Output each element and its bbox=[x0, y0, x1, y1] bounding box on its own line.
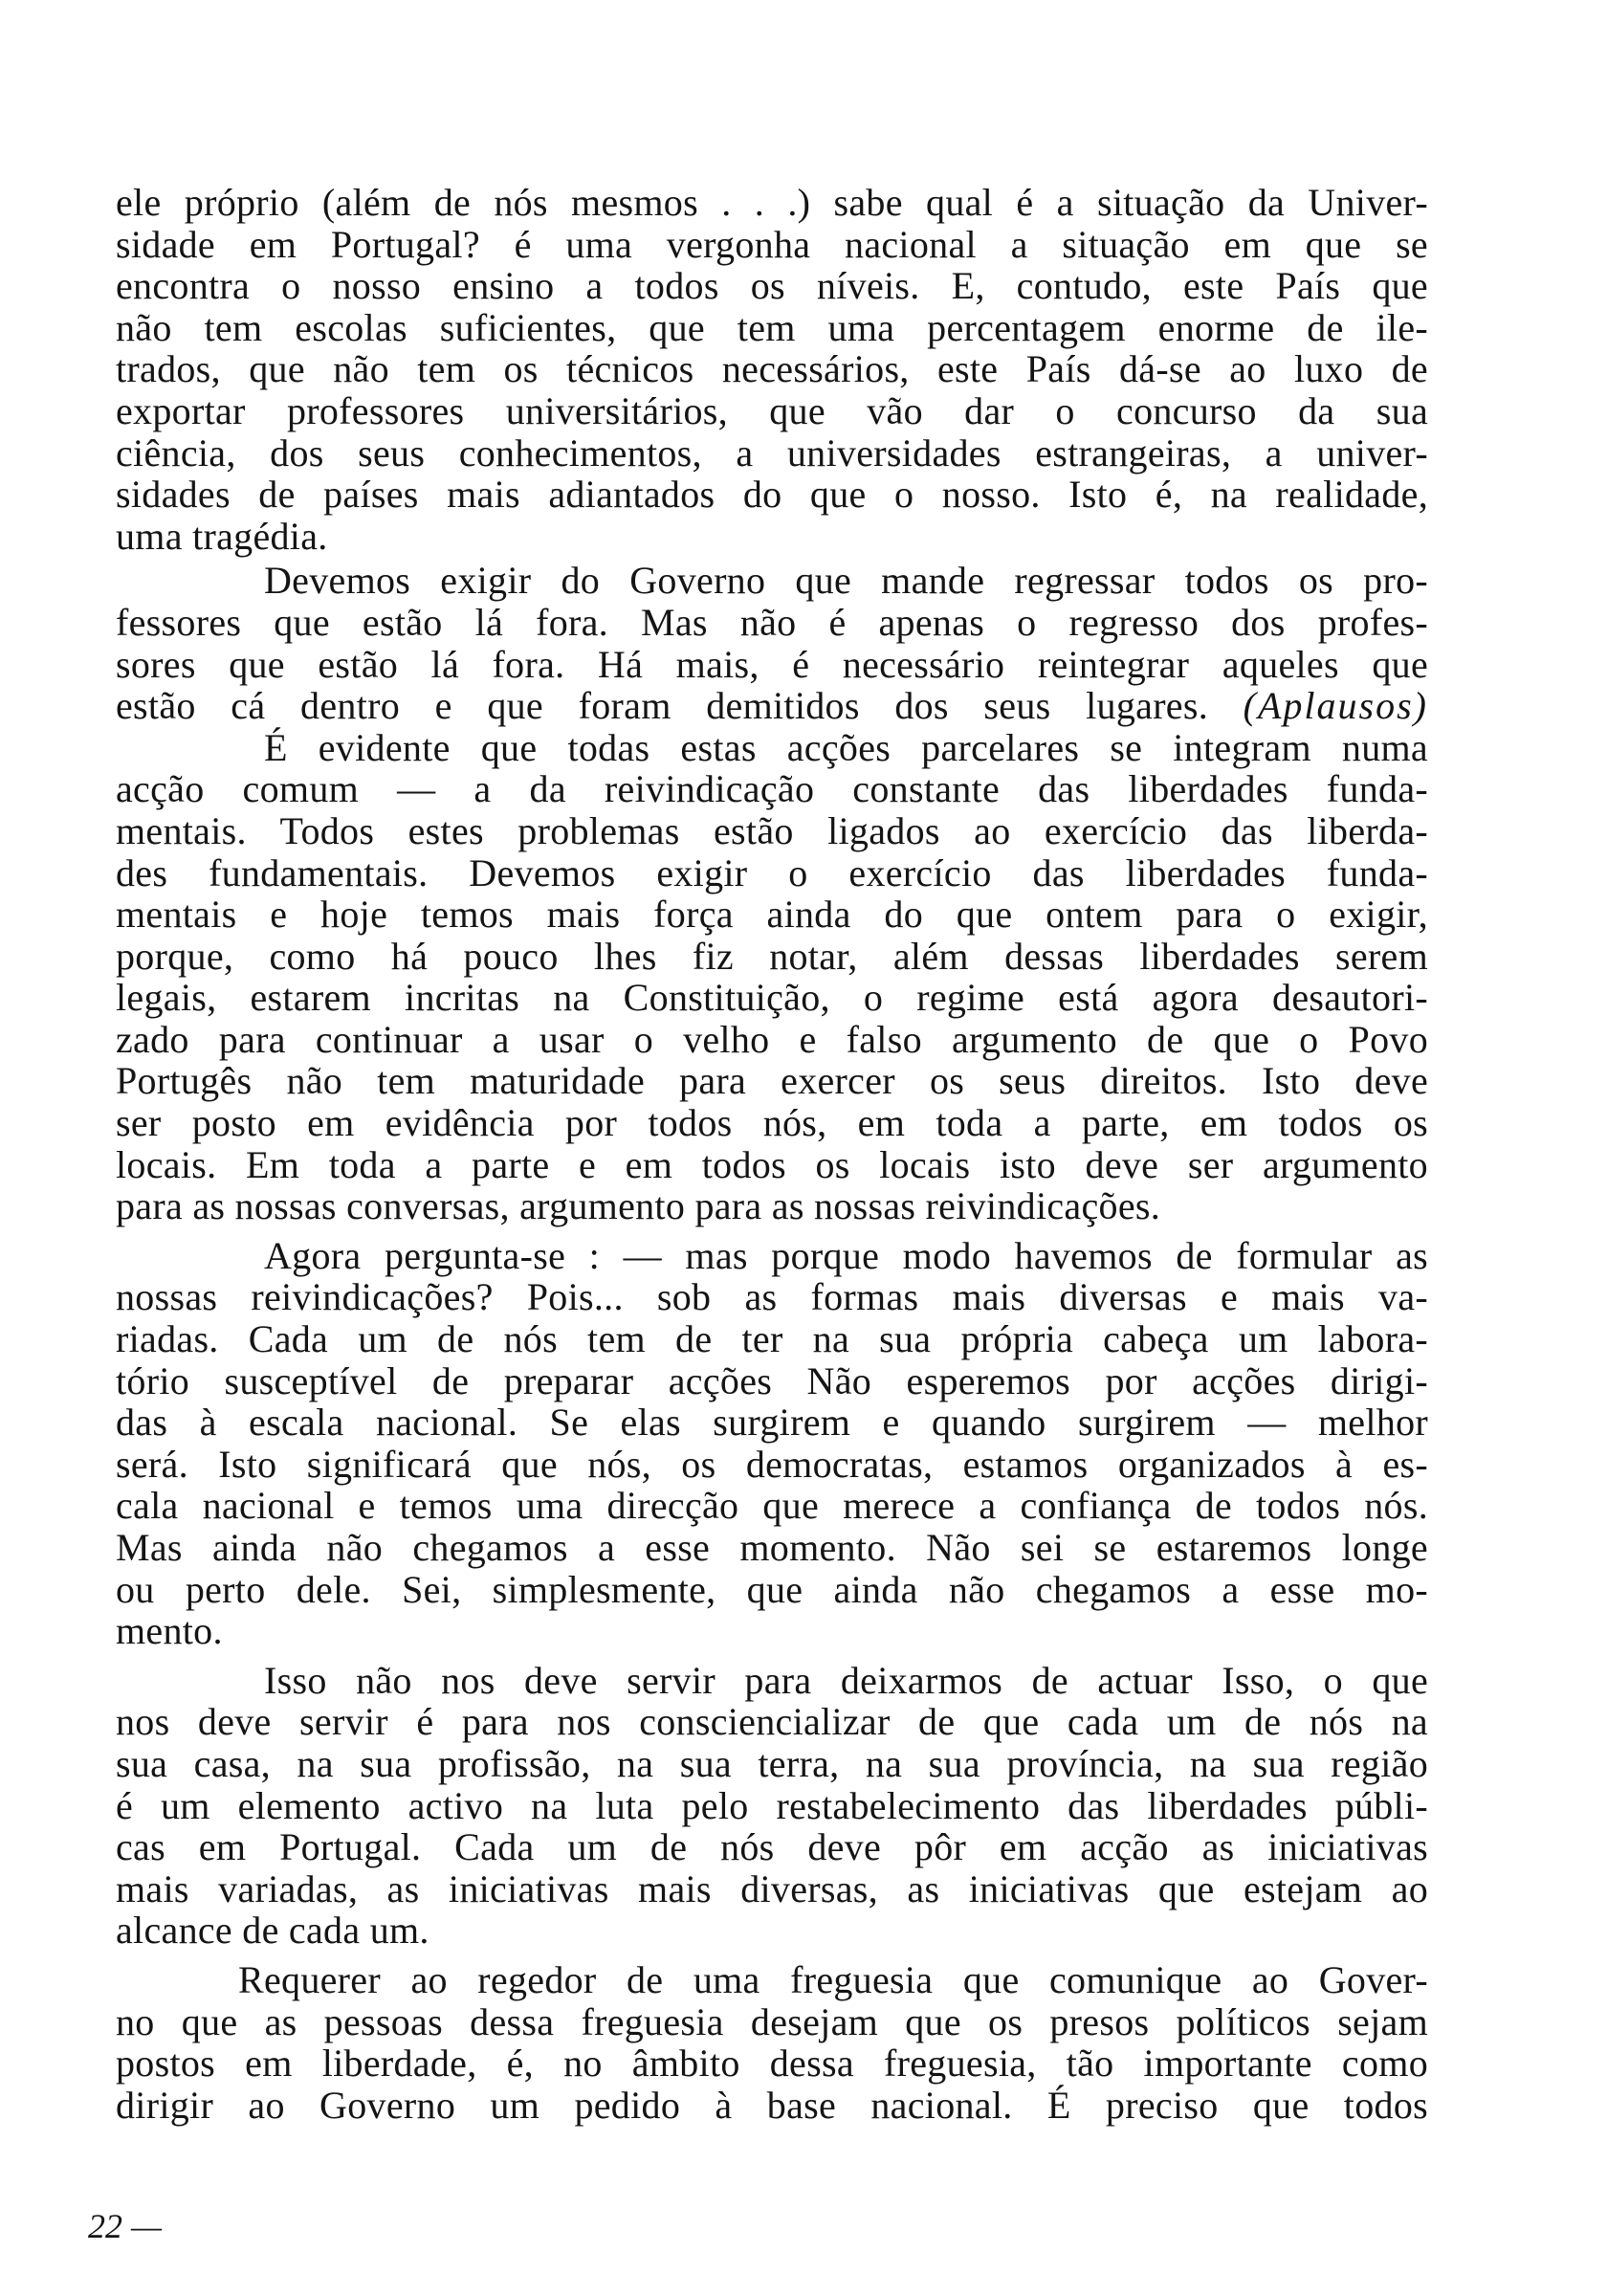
page-body bbox=[116, 182, 1428, 2126]
text-line: dirigir ao Governo um pedido à base nacional. É preciso que todos bbox=[116, 2083, 1428, 2127]
text-line: exportar professores universitários, que vão dar o concurso da sua bbox=[116, 388, 1428, 432]
text-line: uma tragédia. bbox=[116, 514, 328, 558]
paragraph bbox=[116, 1235, 1428, 1652]
text-line: ciência, dos seus conhecimentos, a universidades estrangeiras, a univer- bbox=[116, 430, 1428, 475]
text-line: ou perto dele. Sei, simplesmente, que ainda não chegamos a esse mo- bbox=[116, 1567, 1428, 1611]
paragraph bbox=[116, 1660, 1428, 1952]
text-line: nos deve servir é para nos consciencializar de que cada um de nós na bbox=[116, 1700, 1428, 1744]
text-line: cala nacional e temos uma direcção que merece a confiança de todos nós. bbox=[116, 1484, 1428, 1528]
text-line: trados, que não tem os técnicos necessários, este País dá-se ao luxo de bbox=[116, 347, 1428, 391]
applause-note: (Aplausos) bbox=[1243, 684, 1428, 728]
line-text: estão cá dentro e que foram demitidos dos seus lugares. bbox=[116, 684, 1209, 728]
paragraph bbox=[116, 727, 1428, 1227]
text-line: ser posto em evidência por todos nós, em toda a parte, em todos os bbox=[116, 1101, 1428, 1145]
paragraph bbox=[116, 182, 1428, 557]
text-line: mentais e hoje temos mais força ainda do que ontem para o exigir, bbox=[116, 893, 1428, 937]
text-line: não tem escolas suficientes, que tem uma percentagem enorme de ile- bbox=[116, 305, 1428, 349]
text-line: ele próprio (além de nós mesmos . . .) sabe qual é a situação da Univer- bbox=[116, 181, 1428, 224]
text-line: zado para continuar a usar o velho e falso argumento de que o Povo bbox=[116, 1017, 1428, 1061]
text-line: alcance de cada um. bbox=[116, 1909, 429, 1953]
text-line: cas em Portugal. Cada um de nós deve pôr em acção as iniciativas bbox=[116, 1825, 1428, 1869]
text-line: sidade em Portugal? é uma vergonha nacional a situação em que se bbox=[116, 222, 1428, 266]
text-line: para as nossas conversas, argumento para as nossas reivindicações. bbox=[116, 1184, 1161, 1228]
text-line: postos em liberdade, é, no âmbito dessa freguesia, tão importante como bbox=[116, 2042, 1428, 2086]
text-line bbox=[116, 685, 1428, 727]
text-line: nossas reivindicações? Pois... sob as formas mais diversas e mais va- bbox=[116, 1275, 1428, 1319]
text-line: encontra o nosso ensino a todos os níveis. E, contudo, este País que bbox=[116, 264, 1428, 308]
text-line: sores que estão lá fora. Há mais, é necessário reintegrar aqueles que bbox=[116, 642, 1428, 686]
text-line: fessores que estão lá fora. Mas não é apenas o regresso dos profes- bbox=[116, 600, 1428, 644]
text-line: Devemos exigir do Governo que mande regressar todos os pro- bbox=[264, 559, 1428, 603]
text-line: des fundamentais. Devemos exigir o exercício das liberdades funda- bbox=[116, 850, 1428, 894]
text-line: sidades de países mais adiantados do que o nosso. Isto é, na realidade, bbox=[116, 473, 1428, 517]
text-line: Portugês não tem maturidade para exercer os seus direitos. Isto deve bbox=[116, 1059, 1428, 1103]
text-line: Requerer ao regedor de uma freguesia que comunique ao Gover- bbox=[238, 1957, 1428, 2001]
text-line: riadas. Cada um de nós tem de ter na sua própria cabeça um labora- bbox=[116, 1317, 1428, 1361]
page-number: 22 — bbox=[88, 2207, 163, 2245]
text-line: mento. bbox=[116, 1609, 223, 1653]
text-line: sua casa, na sua profissão, na sua terra, na sua província, na sua região bbox=[116, 1741, 1428, 1785]
text-line: Agora pergunta-se : — mas porque modo havemos de formular as bbox=[264, 1233, 1428, 1277]
text-line: será. Isto significará que nós, os democratas, estamos organizados à es- bbox=[116, 1442, 1428, 1486]
text-line: tório susceptível de preparar acções Não esperemos por acções dirigi- bbox=[116, 1358, 1428, 1402]
text-line: locais. Em toda a parte e em todos os locais isto deve ser argumento bbox=[116, 1142, 1428, 1186]
text-line: acção comum — a da reivindicação constante das liberdades funda- bbox=[116, 767, 1428, 811]
paragraph bbox=[116, 560, 1428, 726]
text-line: Isso não nos deve servir para deixarmos de actuar Isso, o que bbox=[264, 1658, 1428, 1702]
paragraph bbox=[116, 1959, 1428, 2126]
text-line: mais variadas, as iniciativas mais diversas, as iniciativas que estejam ao bbox=[116, 1866, 1428, 1910]
text-line: mentais. Todos estes problemas estão ligados ao exercício das liberda- bbox=[116, 808, 1428, 852]
text-line: legais, estarem incritas na Constituição, o regime está agora desautori- bbox=[116, 976, 1428, 1020]
text-line: no que as pessoas dessa freguesia desejam que os presos políticos sejam bbox=[116, 1999, 1428, 2043]
text-line: Mas ainda não chegamos a esse momento. Não sei se estaremos longe bbox=[116, 1526, 1428, 1569]
text-line: é um elemento activo na luta pelo restabelecimento das liberdades públi- bbox=[116, 1783, 1428, 1827]
text-line: É evidente que todas estas acções parcelares se integram numa bbox=[264, 725, 1428, 769]
text-line: das à escala nacional. Se elas surgirem e quando surgirem — melhor bbox=[116, 1401, 1428, 1445]
text-line: porque, como há pouco lhes fiz notar, além dessas liberdades serem bbox=[116, 934, 1428, 978]
